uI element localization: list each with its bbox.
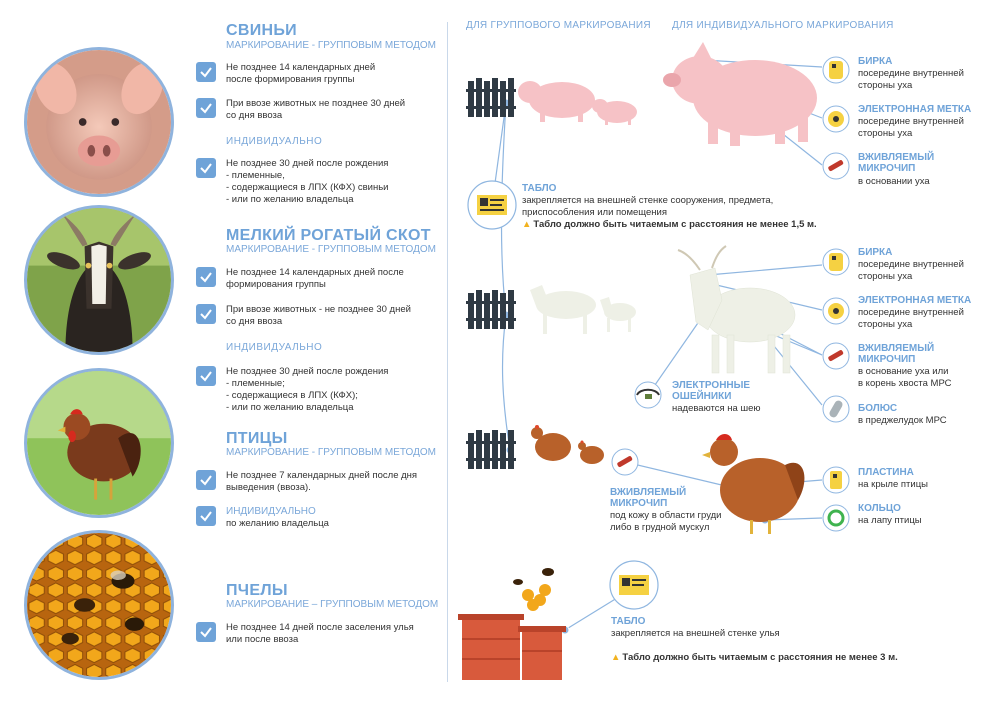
birds-title: ПТИЦЫ	[226, 430, 288, 447]
pig-electronic-tag-title: ЭЛЕКТРОННАЯ МЕТКА	[858, 104, 972, 115]
goat-illustration	[678, 246, 795, 373]
tablo-icon	[477, 195, 507, 215]
bees-item-text: Не позднее 14 дней после заселения улья или после ввоза	[226, 622, 414, 645]
goat-ear-tag-desc: посередине внутренней стороны уха	[858, 259, 964, 282]
goat-electronic-tag-desc: посередине внутренней стороны уха	[858, 307, 964, 330]
birds-subtitle: МАРКИРОВАНИЕ - ГРУППОВЫМ МЕТОДОМ	[226, 447, 436, 458]
pig-group-illustration	[518, 81, 637, 125]
collar-desc: надеваются на шею	[672, 403, 761, 414]
goat-group-illustration	[530, 285, 636, 334]
goat-microchip-desc: в основание уха или в корень хвоста МРС	[858, 366, 952, 389]
hen-illustration	[710, 438, 804, 522]
goat-microchip-title: ВЖИВЛЯЕМЫЙ МИКРОЧИП	[858, 343, 935, 365]
bee-tablo-warning	[611, 652, 898, 663]
goats-item-text: При ввозе животных - не позднее 30 дней со дня ввоза	[226, 304, 411, 327]
goats-individual-text: Не позднее 30 дней после рождения - племенные; - содержащиеся в ЛПХ (КФХ); - или по желанию владельца	[226, 366, 389, 413]
hen-leg-ring-desc: на лапу птицы	[858, 515, 922, 526]
hen-wing-plate-title: ПЛАСТИНА	[858, 467, 914, 478]
fence-icon	[466, 78, 516, 469]
microchip-icon	[823, 153, 849, 179]
leg-ring-icon	[823, 505, 849, 531]
ear-tag-icon	[823, 57, 849, 83]
bolus-icon	[823, 396, 849, 422]
goat-bolus-title: БОЛЮС	[858, 403, 898, 414]
birds-individual-label: ИНДИВИДУАЛЬНО	[226, 506, 316, 517]
bee-tablo-desc: закрепляется на внешней стенке улья	[611, 628, 780, 639]
goats-title: МЕЛКИЙ РОГАТЫЙ СКОТ	[226, 227, 431, 244]
tablo-desc: закрепляется на внешней стенке сооружения, предмета, приспособления или помещения	[522, 195, 774, 218]
pigs-individual-label: ИНДИВИДУАЛЬНО	[226, 136, 323, 147]
tablo-warning-text: Табло должно быть читаемым с расстояния не менее 1,5 м.	[533, 219, 817, 230]
hen-wing-plate-desc: на крыле птицы	[858, 479, 928, 490]
warning-icon: ▲	[611, 652, 621, 663]
microchip-icon	[612, 449, 638, 475]
goats-item-text: Не позднее 14 календарных дней после формирования группы	[226, 267, 404, 290]
wing-plate-icon	[823, 467, 849, 493]
collar-title: ЭЛЕКТРОННЫЕ ОШЕЙНИКИ	[672, 380, 751, 402]
collar-icon	[635, 382, 661, 408]
hen-group-illustration	[531, 427, 604, 464]
hen-microchip-title: ВЖИВЛЯЕМЫЙ МИКРОЧИП	[610, 487, 687, 509]
goats-subtitle: МАРКИРОВАНИЕ - ГРУППОВЫМ МЕТОДОМ	[226, 244, 436, 255]
pig-microchip-desc: в основании уха	[858, 176, 930, 187]
electronic-tag-icon	[823, 106, 849, 132]
hen-leg-ring-title: КОЛЬЦО	[858, 503, 901, 514]
hen-microchip-desc: под кожу в области груди либо в грудной мускул	[610, 510, 722, 533]
bee-tablo-title: ТАБЛО	[611, 616, 646, 627]
pig-illustration	[663, 42, 817, 146]
birds-item-text: Не позднее 7 календарных дней после дня выведения (ввоза).	[226, 470, 418, 493]
goat-ear-tag-title: БИРКА	[858, 247, 893, 258]
warning-icon: ▲	[522, 219, 532, 230]
bee-tablo-icon	[619, 575, 649, 595]
pig-microchip-title: ВЖИВЛЯЕМЫЙ МИКРОЧИП	[858, 152, 935, 174]
bees-title: ПЧЕЛЫ	[226, 582, 288, 599]
pigs-title: СВИНЬИ	[226, 22, 297, 39]
bee-tablo-warning-text: Табло должно быть читаемым с расстояния не менее 3 м.	[622, 652, 898, 663]
electronic-tag-icon	[823, 298, 849, 324]
pigs-item-text: Не позднее 14 календарных дней после формирования группы	[226, 62, 376, 85]
pig-ear-tag-desc: посередине внутренней стороны уха	[858, 68, 964, 91]
tablo-title: ТАБЛО	[522, 183, 557, 194]
honeycomb-bees-illustration	[513, 568, 554, 611]
pigs-subtitle: МАРКИРОВАНИЕ - ГРУППОВЫМ МЕТОДОМ	[226, 40, 436, 51]
individual-header: ДЛЯ ИНДИВИДУАЛЬНОГО МАРКИРОВАНИЯ	[672, 20, 894, 31]
goat-electronic-tag-title: ЭЛЕКТРОННАЯ МЕТКА	[858, 295, 972, 306]
pig-electronic-tag-desc: посередине внутренней стороны уха	[858, 116, 964, 139]
bees-subtitle: МАРКИРОВАНИЕ – ГРУППОВЫМ МЕТОДОМ	[226, 599, 439, 610]
pigs-individual-text: Не позднее 30 дней после рождения - племенные, - содержащиеся в ЛПХ (КФХ) свиньи - или по желанию владельца	[226, 158, 389, 205]
ear-tag-icon	[823, 249, 849, 275]
microchip-icon	[823, 343, 849, 369]
goats-individual-label: ИНДИВИДУАЛЬНО	[226, 342, 323, 353]
goat-bolus-desc: в преджелудок МРС	[858, 415, 947, 426]
birds-individual-text: по желанию владельца	[226, 518, 329, 529]
group-header: ДЛЯ ГРУППОВОГО МАРКИРОВАНИЯ	[466, 20, 651, 31]
pig-ear-tag-title: БИРКА	[858, 56, 893, 67]
tablo-warning	[522, 219, 817, 230]
beehive-illustration	[458, 614, 566, 680]
pigs-item-text: При ввозе животных не позднее 30 дней со дня ввоза	[226, 98, 406, 121]
